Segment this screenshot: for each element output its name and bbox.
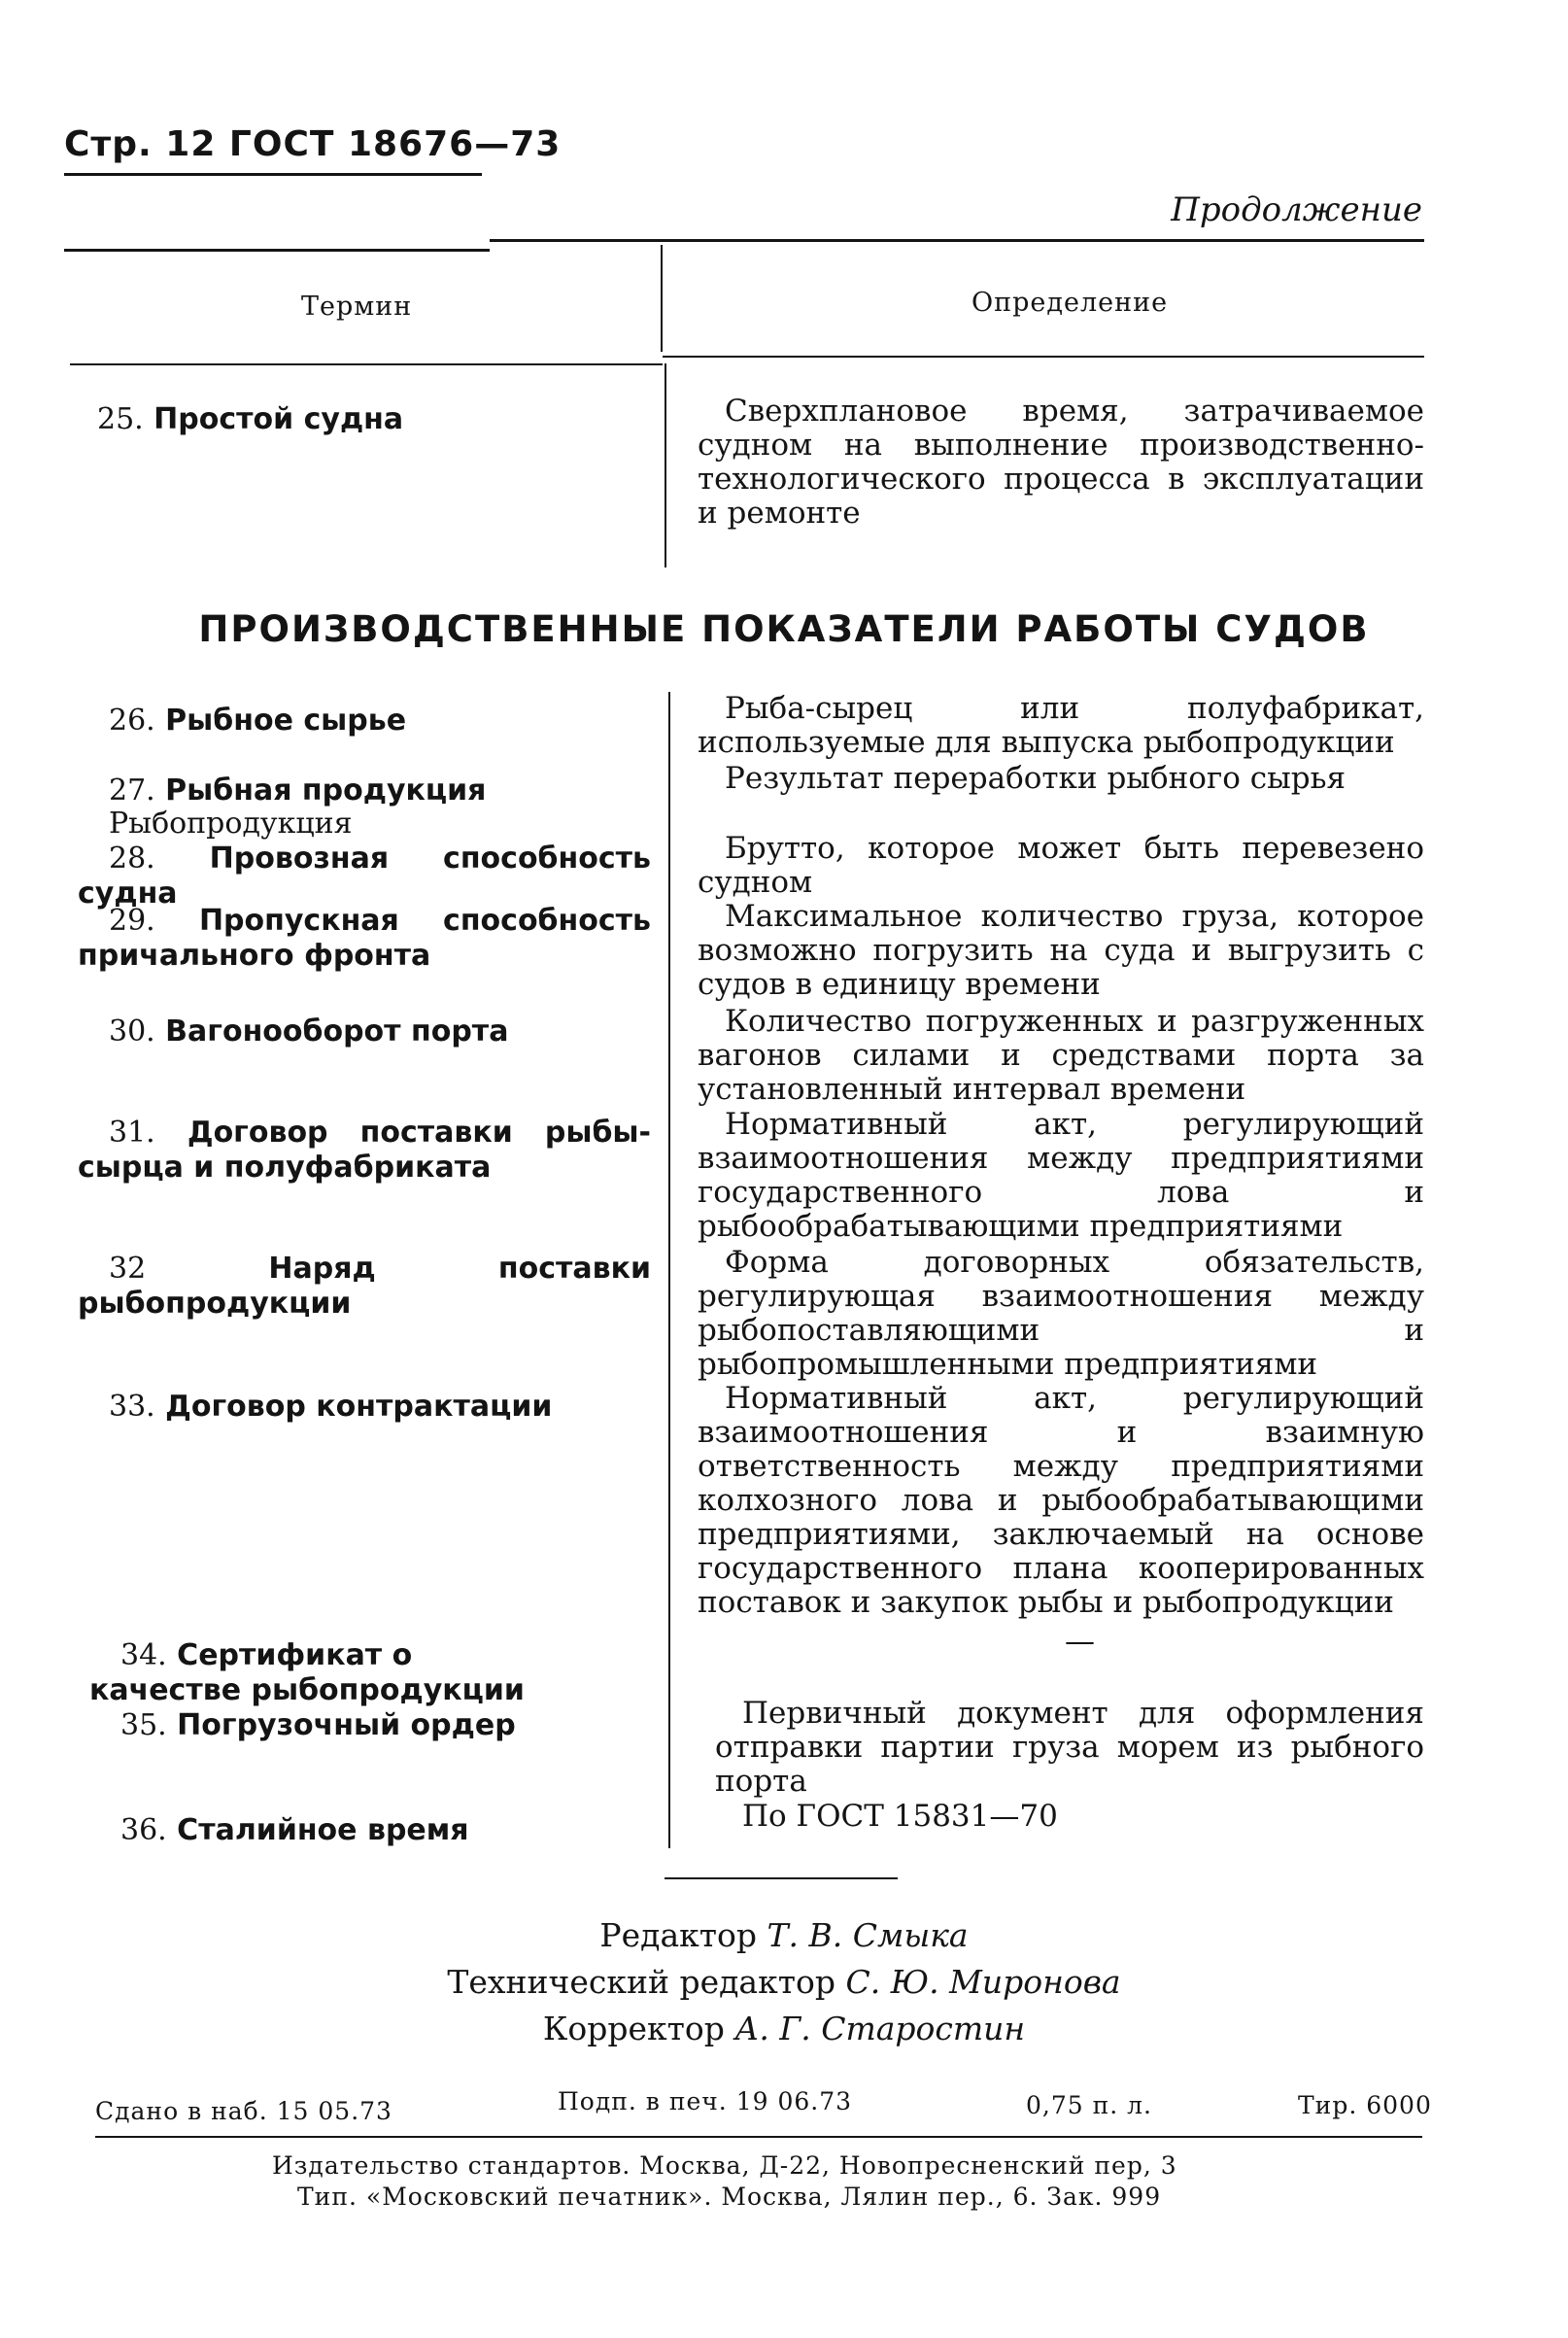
column-divider-main bbox=[668, 692, 670, 1848]
table-header-bottom-rule-left bbox=[70, 363, 663, 365]
credit-tech-editor bbox=[0, 1963, 1568, 2001]
credits-separator bbox=[665, 1877, 898, 1879]
imprint-sheets: 0,75 п. л. bbox=[1026, 2091, 1152, 2119]
term-text: Рыбное сырье bbox=[165, 704, 407, 738]
term-32 bbox=[78, 1252, 651, 1322]
section-heading: ПРОИЗВОДСТВЕННЫЕ ПОКАЗАТЕЛИ РАБОТЫ СУДОВ bbox=[198, 608, 1370, 650]
term-number: 35. bbox=[120, 1708, 167, 1742]
term-26 bbox=[109, 704, 406, 739]
term-text: Сертификат о качестве рыбопродукции bbox=[89, 1638, 525, 1707]
term-text: Договор поставки рыбы-сырца и полуфабриката bbox=[78, 1116, 651, 1185]
continuation-label: Продолжение bbox=[1171, 190, 1422, 229]
term-number: 33. bbox=[109, 1390, 155, 1424]
imprint-submitted: Сдано в наб. 15 05.73 bbox=[95, 2097, 392, 2125]
credit-corrector bbox=[0, 2010, 1568, 2047]
imprint-publisher: Издательство стандартов. Москва, Д-22, Новопресненский пер, 3 bbox=[272, 2151, 1177, 2180]
definition-36: По ГОСТ 15831—70 bbox=[742, 1799, 1058, 1834]
term-number: 32 bbox=[109, 1252, 147, 1286]
term-text: Вагонооборот порта bbox=[165, 1014, 509, 1049]
term-text: Провозная способность судна bbox=[78, 842, 651, 911]
credit-label: Корректор bbox=[542, 2010, 725, 2047]
header-rule bbox=[64, 173, 482, 176]
credit-name: С. Ю. Миронова bbox=[845, 1963, 1121, 2001]
imprint-signed: Подп. в печ. 19 06.73 bbox=[558, 2087, 853, 2115]
term-text: Рыбная продукция bbox=[165, 774, 487, 808]
imprint-printer: Тип. «Московский печатник». Москва, Лялин пер., 6. Зак. 999 bbox=[297, 2183, 1162, 2211]
term-number: 25. bbox=[97, 402, 144, 436]
definition-30: Количество погруженных и разгруженных вагонов силами и средствами порта за установленный интервал времени bbox=[698, 1004, 1424, 1107]
definition-28: Брутто, которое может быть перевезено судном bbox=[698, 831, 1424, 900]
term-number: 36. bbox=[120, 1813, 167, 1847]
definition-31: Нормативный акт, регулирующий взаимоотношения между предприятиями государственного лова и рыбообрабатывающими предприятиями bbox=[698, 1107, 1424, 1244]
definition-33: Нормативный акт, регулирующий взаимоотношения и взаимную ответственность между предприятиями колхозного лова и рыбообрабатывающими предприятиями, заключаемый на основе государственного плана кооперированных поставок и закупок рыбы и рыбопродукции bbox=[698, 1381, 1424, 1620]
term-29 bbox=[78, 904, 651, 974]
term-36 bbox=[120, 1813, 469, 1848]
term-number: 30. bbox=[109, 1014, 155, 1049]
imprint-run: Тир. 6000 bbox=[1298, 2091, 1432, 2119]
imprint-rule bbox=[95, 2136, 1422, 2138]
term-text: Наряд поставки рыбопродукции bbox=[78, 1252, 651, 1321]
term-34 bbox=[89, 1638, 546, 1708]
term-text: Простой судна bbox=[153, 402, 404, 436]
term-number: 34. bbox=[120, 1638, 167, 1672]
column-divider-top bbox=[665, 363, 666, 567]
definition-27: Результат переработки рыбного сырья bbox=[725, 761, 1346, 796]
page-header: Стр. 12 ГОСТ 18676—73 bbox=[64, 124, 562, 164]
term-31 bbox=[78, 1116, 651, 1186]
definition-32: Форма договорных обязательств, регулирующая взаимоотношения между рыбопоставляющими и рыбопромышленными предприятиями bbox=[698, 1245, 1424, 1382]
term-25 bbox=[97, 402, 403, 437]
term-number: 26. bbox=[109, 704, 155, 738]
table-top-rule-left bbox=[64, 249, 490, 252]
term-text: Погрузочный ордер bbox=[177, 1708, 516, 1742]
term-number: 31. bbox=[109, 1116, 155, 1150]
term-text: Сталийное время bbox=[177, 1813, 469, 1847]
credit-label: Технический редактор bbox=[447, 1963, 835, 2001]
definition-35: Первичный документ для оформления отправки партии груза морем из рыбного порта bbox=[715, 1696, 1424, 1799]
credit-editor bbox=[0, 1916, 1568, 1954]
definition-25: Сверхплановое время, затрачиваемое судном на выполнение производственно-технологического процесса в эксплуатации и ремонте bbox=[698, 394, 1424, 531]
credit-name: Т. В. Смыка bbox=[767, 1916, 969, 1954]
column-header-definition: Определение bbox=[971, 288, 1169, 318]
term-30 bbox=[109, 1014, 508, 1049]
credit-label: Редактор bbox=[599, 1916, 757, 1954]
term-number: 29. bbox=[109, 904, 155, 938]
table-header-bottom-rule-right bbox=[663, 356, 1424, 358]
table-top-rule-right bbox=[490, 239, 1424, 242]
definition-29: Максимальное количество груза, которое возможно погрузить на суда и выгрузить с судов в единицу времени bbox=[698, 899, 1424, 1002]
term-27 bbox=[109, 774, 486, 808]
definition-26: Рыба-сырец или полуфабрикат, используемые для выпуска рыбопродукции bbox=[698, 691, 1424, 760]
table-header-divider bbox=[661, 245, 663, 352]
term-number: 28. bbox=[109, 842, 155, 876]
column-header-term: Термин bbox=[301, 292, 413, 322]
term-33 bbox=[109, 1390, 552, 1425]
term-text: Договор контрактации bbox=[165, 1390, 553, 1424]
definition-34: — bbox=[1065, 1624, 1095, 1659]
term-number: 27. bbox=[109, 774, 155, 808]
term-35 bbox=[120, 1708, 516, 1743]
credit-name: А. Г. Старостин bbox=[734, 2010, 1026, 2047]
term-28 bbox=[78, 842, 651, 911]
term-text: Пропускная способность причального фронта bbox=[78, 904, 651, 973]
term-27-synonym: Рыбопродукция bbox=[109, 807, 353, 841]
